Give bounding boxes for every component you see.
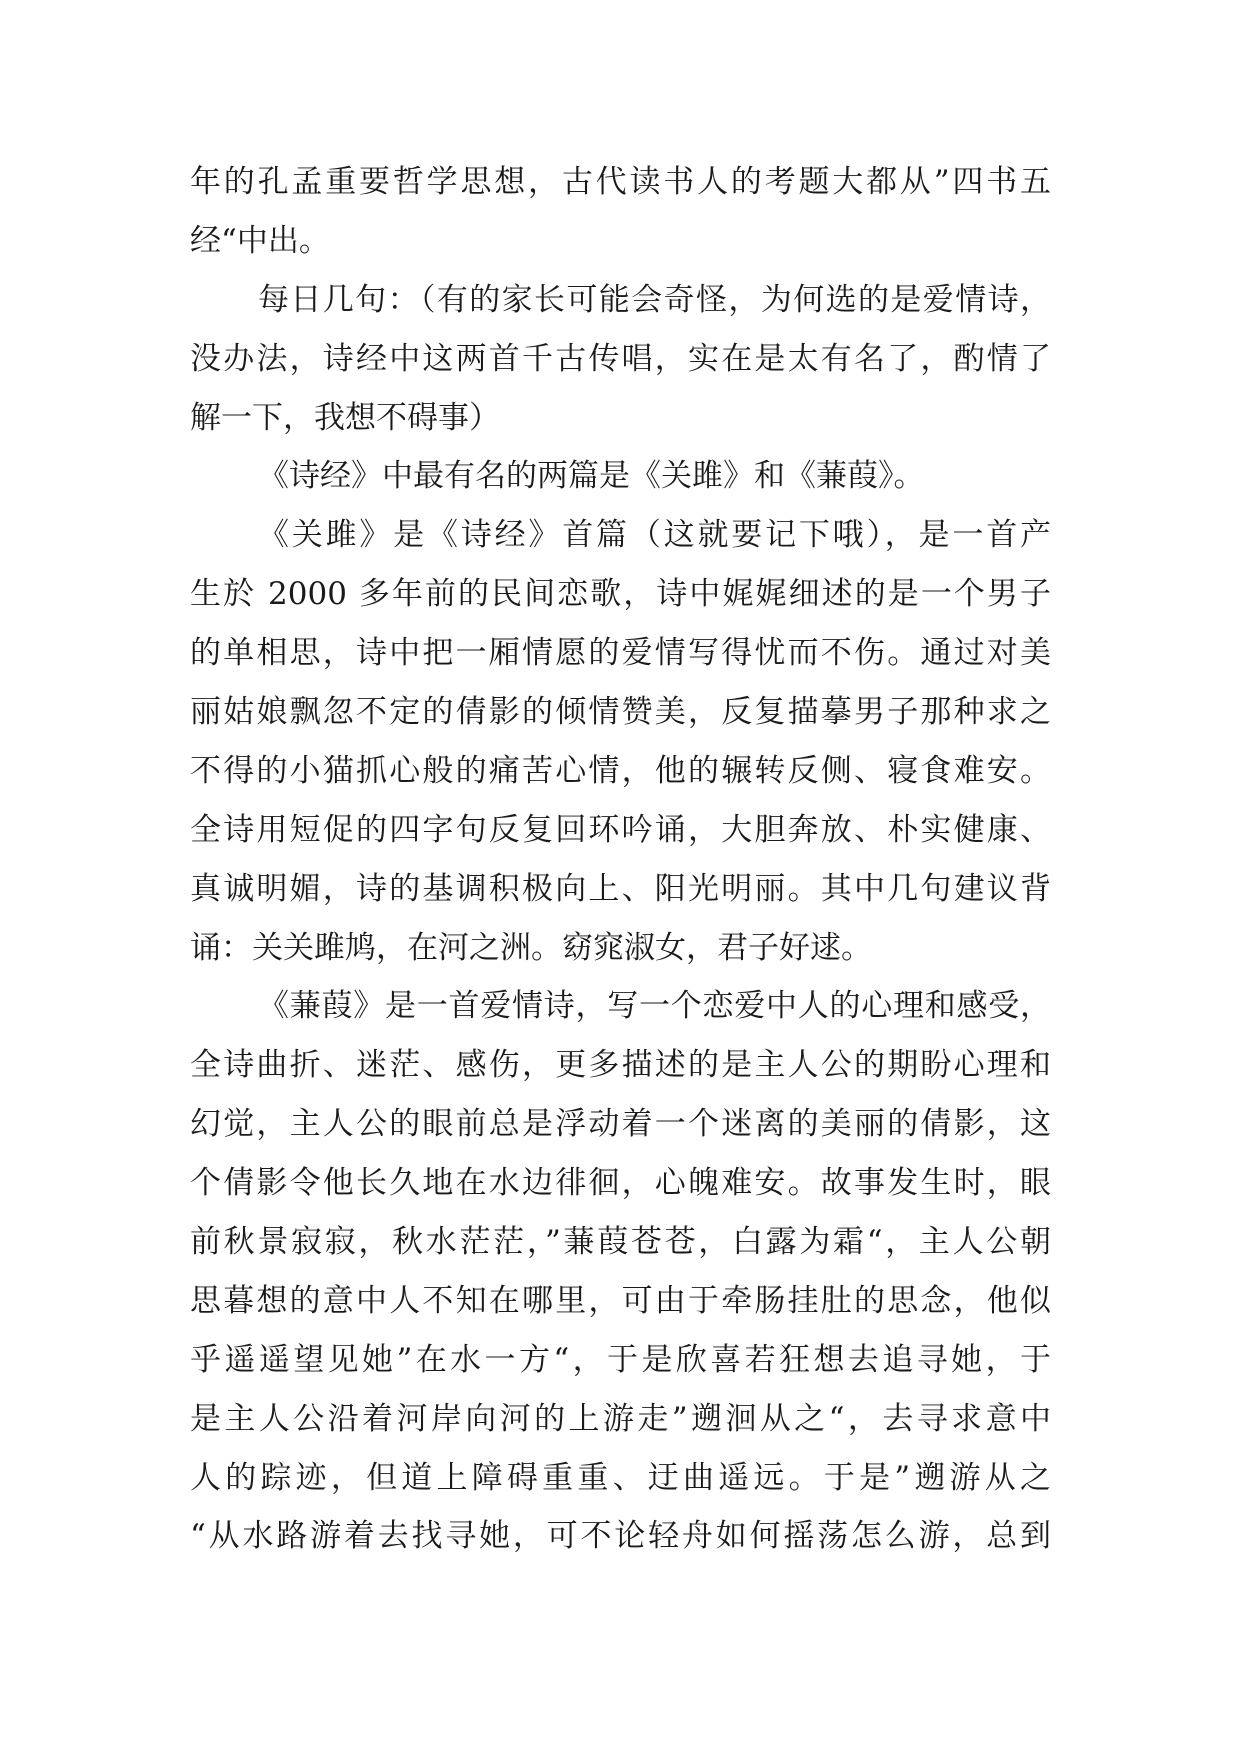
text-line: 全诗曲折、迷茫、感伤，更多描述的是主人公的期盼心理和 (190, 1047, 1051, 1084)
text-line: 经“中出。 (190, 222, 330, 259)
text-line: 不得的小猫抓心般的痛苦心情，他的辗转反侧、寝食难安。 (190, 752, 1051, 789)
text-line: 的单相思，诗中把一厢情愿的爱情写得忧而不伤。通过对美 (190, 635, 1051, 672)
text-line: 诵：关关雎鸠，在河之洲。窈窕淑女，君子好逑。 (190, 929, 872, 966)
text-line: 年的孔孟重要哲学思想，古代读书人的考题大都从”四书五 (190, 164, 1051, 200)
text-line: 真诚明媚，诗的基调积极向上、阳光明丽。其中几句建议背 (190, 870, 1051, 907)
text-line: 《诗经》中最有名的两篇是《关雎》和《蒹葭》。 (258, 458, 925, 495)
paragraph-famous-poems (190, 447, 1051, 506)
text-line: “从水路游着去找寻她，可不论轻舟如何摇荡怎么游，总到 (190, 1518, 1051, 1555)
text-line: 没办法，诗经中这两首千古传唱，实在是太有名了，酌情了 (190, 340, 1051, 377)
text-line: 丽姑娘飘忽不定的倩影的倾情赞美，反复描摹男子那种求之 (190, 694, 1051, 731)
text-line: 前秋景寂寂，秋水茫茫，”蒹葭苍苍，白露为霜“，主人公朝 (190, 1224, 1051, 1261)
text-line: 个倩影令他长久地在水边徘徊，心魄难安。故事发生时，眼 (190, 1165, 1051, 1202)
paragraph-daily-verses (190, 271, 1051, 448)
paragraph-guanju (190, 506, 1051, 977)
text-line: 人的踪迹，但道上障碍重重、迂曲遥远。于是”遡游从之 (190, 1459, 1051, 1496)
text-line: 《关雎》是《诗经》首篇（这就要记下哦），是一首产 (258, 517, 1051, 554)
text-line: 幻觉，主人公的眼前总是浮动着一个迷离的美丽的倩影，这 (190, 1106, 1051, 1143)
text-line: 解一下，我想不碍事） (190, 399, 500, 436)
text-line: 生於 2000 多年前的民间恋歌，诗中娓娓细述的是一个男子 (190, 576, 1051, 613)
paragraph-jianjia (190, 977, 1051, 1566)
document-body (190, 153, 1051, 1566)
text-line: 《蒹葭》是一首爱情诗，写一个恋爱中人的心理和感受， (258, 988, 1051, 1025)
text-line: 乎遥遥望见她”在水一方“，于是欣喜若狂想去追寻她，于 (190, 1341, 1051, 1378)
text-line: 全诗用短促的四字句反复回环吟诵，大胆奔放、朴实健康、 (190, 811, 1051, 848)
paragraph-continued (190, 153, 1051, 271)
text-line: 思暮想的意中人不知在哪里，可由于牵肠挂肚的思念，他似 (190, 1282, 1051, 1319)
text-line: 每日几句：（有的家长可能会奇怪，为何选的是爱情诗， (258, 281, 1051, 318)
text-line: 是主人公沿着河岸向河的上游走”遡洄从之“，去寻求意中 (190, 1400, 1051, 1437)
